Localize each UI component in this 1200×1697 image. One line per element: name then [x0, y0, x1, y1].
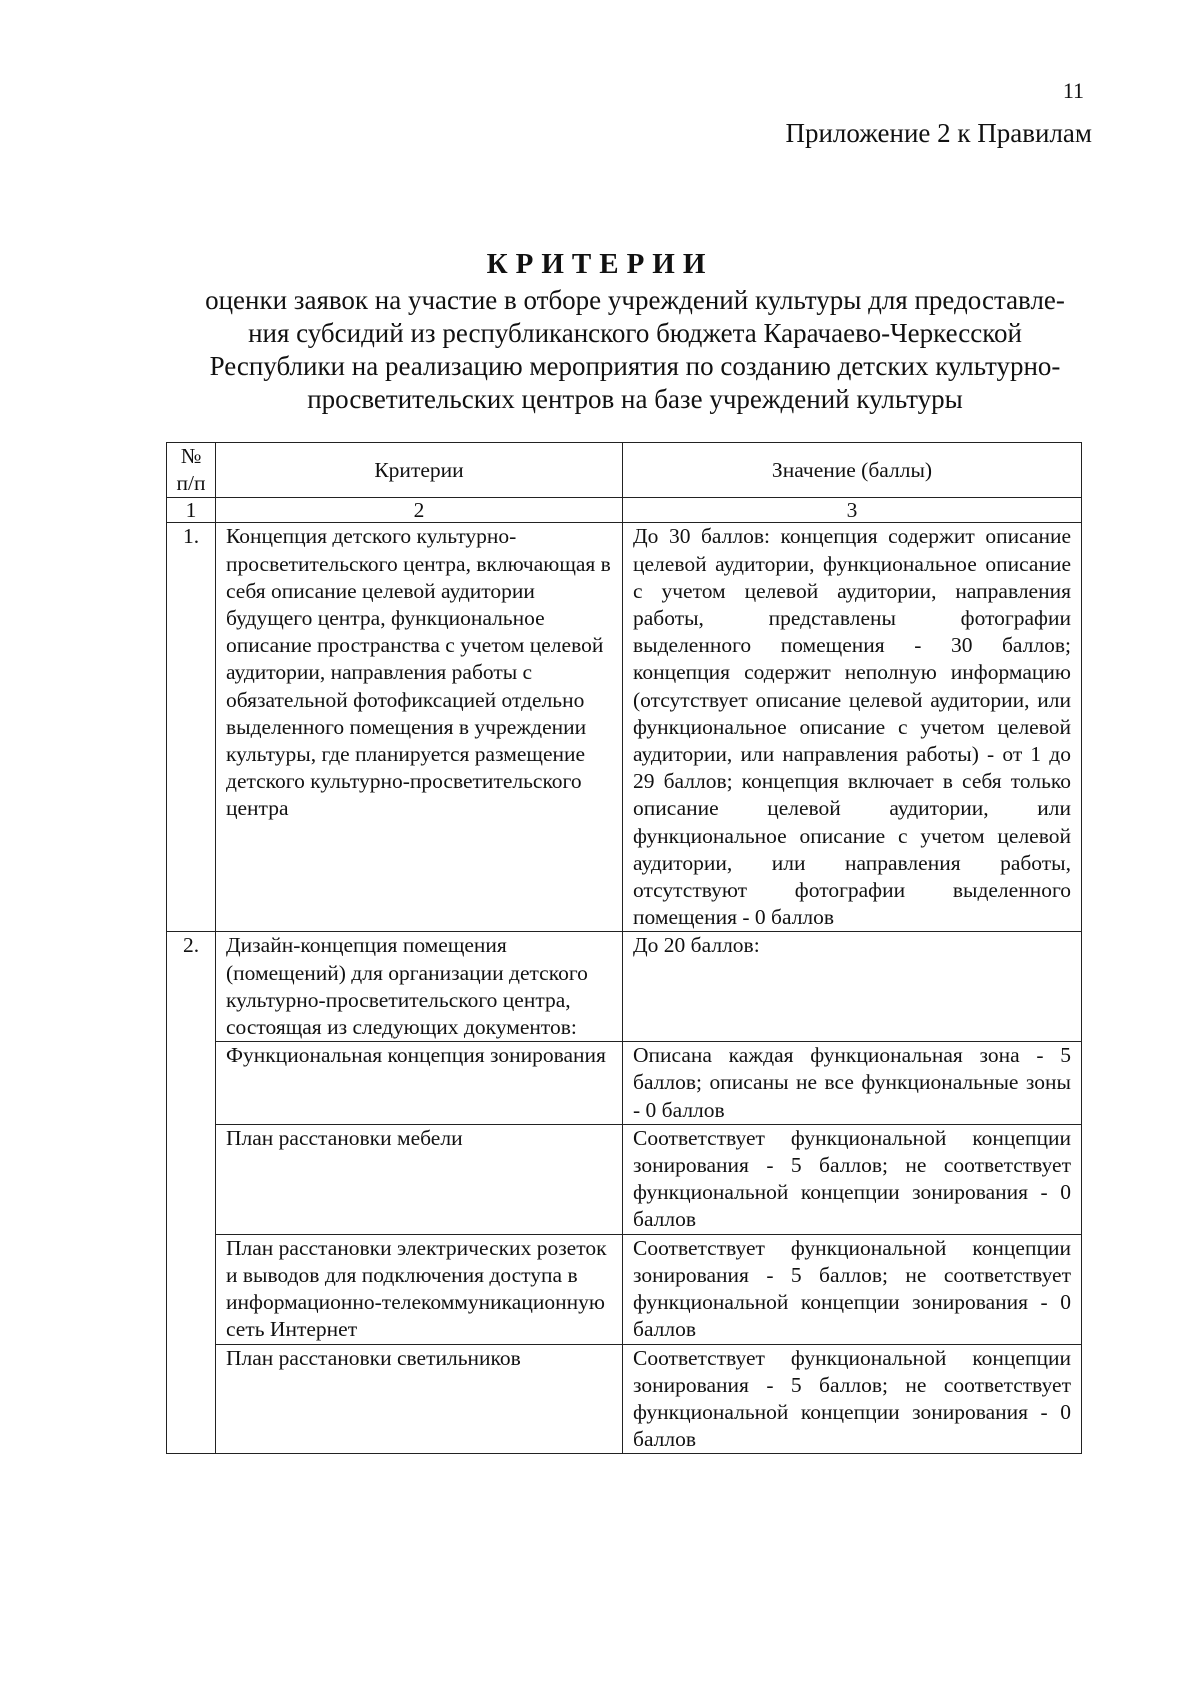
row-criteria: Дизайн-концепция помещения (помещений) для организации детского культурно-просветительского центра, состоящая из следующих документов:: [216, 932, 623, 1042]
row-criteria: Функциональная концепция зонирования: [216, 1042, 623, 1125]
row-value: До 20 баллов:: [623, 932, 1082, 1042]
table-row: [167, 523, 1082, 932]
table-row: [167, 1124, 1082, 1234]
subtitle-line: оценки заявок на участие в отборе учреждений культуры для предоставле-: [205, 285, 1065, 315]
table-row: [167, 1042, 1082, 1125]
header-num: № п/п: [167, 443, 216, 498]
row-value: До 30 баллов: концепция содержит описание целевой аудитории, функциональное описание с учетом целевой аудитории, направления работы, представлены фотографии выделенного помещения - 30 баллов; концепция содержит неполную информацию (отсутствует описание целевой аудитории, или функциональное описание с учетом целевой аудитории, или направления работы) - от 1 до 29 баллов; концепция включает в себя только описание целевой аудитории, или функциональное описание с учетом целевой аудитории, или направления работы, отсутствуют фотографии выделенного помещения - 0 баллов: [623, 523, 1082, 932]
table-row: [167, 1234, 1082, 1344]
row-criteria: План расстановки электрических розеток и выводов для подключения доступа в информационно-телекоммуникационную сеть Интернет: [216, 1234, 623, 1344]
table-header-row: [167, 443, 1082, 498]
table-row: [167, 1344, 1082, 1454]
appendix-label: Приложение 2 к Правилам: [785, 118, 1092, 148]
row-num: 2.: [167, 932, 216, 1042]
row-value: Соответствует функциональной концепции зонирования - 5 баллов; не соответствует функциональной концепции зонирования - 0 баллов: [623, 1234, 1082, 1344]
row-value: Соответствует функциональной концепции зонирования - 5 баллов; не соответствует функциональной концепции зонирования - 0 баллов: [623, 1344, 1082, 1454]
row-criteria: План расстановки светильников: [216, 1344, 623, 1454]
row-num: 1.: [167, 523, 216, 932]
document-subtitle: [160, 284, 1110, 416]
row-criteria: План расстановки мебели: [216, 1124, 623, 1234]
column-number: 1: [167, 498, 216, 523]
header-value: Значение (баллы): [623, 443, 1082, 498]
row-num: [167, 1344, 216, 1454]
row-value: Описана каждая функциональная зона - 5 баллов; описаны не все функциональные зоны - 0 баллов: [623, 1042, 1082, 1125]
criteria-table: [166, 442, 1082, 1454]
row-num: [167, 1124, 216, 1234]
row-criteria: Концепция детского культурно-просветительского центра, включающая в себя описание целевой аудитории будущего центра, функциональное описание пространства с учетом целевой аудитории, направления работы с обязательной фотофиксацией отдельно выделенного помещения в учреждении культуры, где планируется размещение детского культурно-просветительского центра: [216, 523, 623, 932]
page-number: 11: [1062, 78, 1084, 103]
document-title: КРИТЕРИИ: [486, 248, 714, 280]
subtitle-line: просветительских центров на базе учреждений культуры: [307, 384, 963, 414]
row-num: [167, 1234, 216, 1344]
row-num: [167, 1042, 216, 1125]
subtitle-line: ния субсидий из республиканского бюджета Карачаево-Черкесской: [248, 318, 1022, 348]
column-numbers-row: [167, 498, 1082, 523]
subtitle-line: Республики на реализацию мероприятия по созданию детских культурно-: [209, 351, 1061, 381]
table-row: [167, 932, 1082, 1042]
header-criteria: Критерии: [216, 443, 623, 498]
row-value: Соответствует функциональной концепции зонирования - 5 баллов; не соответствует функциональной концепции зонирования - 0 баллов: [623, 1124, 1082, 1234]
column-number: 2: [216, 498, 623, 523]
column-number: 3: [623, 498, 1082, 523]
